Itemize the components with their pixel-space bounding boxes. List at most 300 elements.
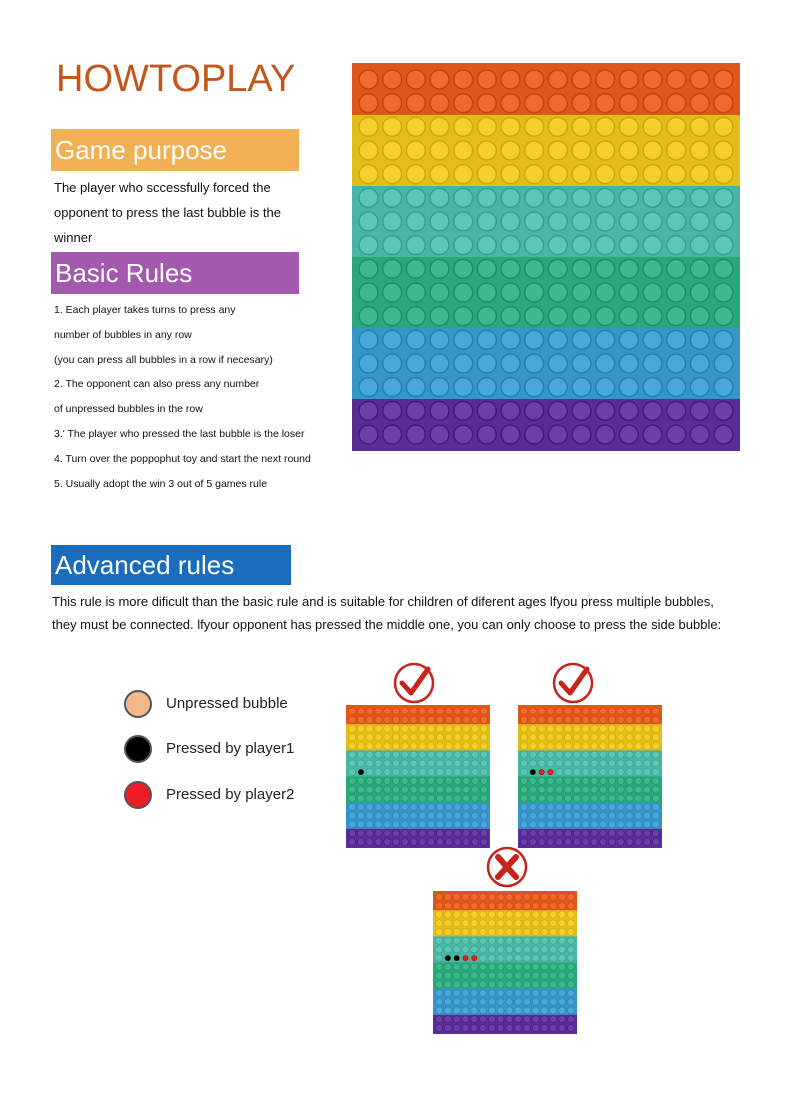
- bubble: [480, 786, 487, 793]
- bubble: [454, 838, 461, 845]
- bubble: [635, 760, 642, 767]
- bubble: [667, 259, 686, 278]
- example-board-wrong: [433, 891, 577, 1034]
- bubble: [547, 708, 554, 715]
- bubble: [591, 734, 598, 741]
- bubble: [521, 716, 528, 723]
- bubble: [406, 141, 425, 160]
- bubble: [383, 259, 402, 278]
- bubble: [359, 283, 378, 302]
- bubble: [635, 821, 642, 828]
- bubble: [619, 401, 638, 420]
- bubble: [410, 786, 417, 793]
- bubble: [573, 777, 580, 784]
- game-purpose-heading: Game purpose: [51, 129, 299, 171]
- bubble: [383, 141, 402, 160]
- bubble: [523, 902, 530, 909]
- bubble: [652, 760, 659, 767]
- bubble: [714, 425, 733, 444]
- bubble: [454, 259, 473, 278]
- bubble: [410, 734, 417, 741]
- bubble: [626, 751, 633, 758]
- bubble: [472, 795, 479, 802]
- bubble: [430, 165, 449, 184]
- bubble: [506, 1007, 513, 1014]
- bubble: [480, 804, 487, 811]
- bubble: [521, 838, 528, 845]
- bubble: [714, 354, 733, 373]
- game-purpose-line: winner: [54, 230, 93, 245]
- bubble: [525, 307, 544, 326]
- bubble: [506, 963, 513, 970]
- bubble: [626, 742, 633, 749]
- bubble: [573, 838, 580, 845]
- bubble: [600, 838, 607, 845]
- bubble: [532, 928, 539, 935]
- bubble: [480, 821, 487, 828]
- bubble: [480, 760, 487, 767]
- bubble: [619, 307, 638, 326]
- bubble: [462, 894, 469, 901]
- bubble: [572, 70, 591, 89]
- bubble: [521, 708, 528, 715]
- bubble: [384, 838, 391, 845]
- bubble: [480, 1016, 487, 1023]
- bubble: [480, 769, 487, 776]
- bubble: [644, 830, 651, 837]
- bubble: [430, 236, 449, 255]
- bubble: [541, 902, 548, 909]
- bubble: [419, 708, 426, 715]
- bubble: [428, 777, 435, 784]
- bubble: [477, 378, 496, 397]
- bubble: [591, 795, 598, 802]
- bubble: [515, 972, 522, 979]
- bubble: [556, 777, 563, 784]
- bubble: [523, 990, 530, 997]
- bubble: [515, 981, 522, 988]
- bubble: [617, 830, 624, 837]
- bubble: [349, 708, 356, 715]
- bubble: [550, 981, 557, 988]
- bubble: [366, 742, 373, 749]
- bubble: [600, 786, 607, 793]
- bubble: [550, 928, 557, 935]
- bubble: [572, 188, 591, 207]
- bubble: [384, 734, 391, 741]
- bubble: [619, 354, 638, 373]
- bubble: [608, 742, 615, 749]
- bubble: [635, 769, 642, 776]
- bubble: [393, 742, 400, 749]
- bubble: [480, 708, 487, 715]
- bubble: [349, 742, 356, 749]
- bubble: [488, 928, 495, 935]
- bubble: [366, 777, 373, 784]
- bubble: [644, 812, 651, 819]
- bubble: [462, 981, 469, 988]
- bubble: [644, 821, 651, 828]
- bubble: [357, 830, 364, 837]
- bubble: [619, 330, 638, 349]
- bubble: [525, 330, 544, 349]
- bubble: [480, 838, 487, 845]
- bubble: [375, 786, 382, 793]
- bubble: [383, 307, 402, 326]
- bubble: [401, 812, 408, 819]
- bubble: [463, 716, 470, 723]
- bubble: [600, 821, 607, 828]
- bubble: [547, 804, 554, 811]
- bubble: [567, 1024, 574, 1031]
- bubble: [567, 998, 574, 1005]
- bubble: [644, 716, 651, 723]
- bubble: [617, 795, 624, 802]
- bubble: [477, 141, 496, 160]
- bubble: [643, 283, 662, 302]
- bubble: [488, 1016, 495, 1023]
- bubble: [444, 937, 451, 944]
- page-title: HOWTOPLAY: [56, 58, 296, 100]
- bubble: [559, 1007, 566, 1014]
- bubble: [714, 70, 733, 89]
- bubble: [410, 716, 417, 723]
- bubble: [635, 830, 642, 837]
- bubble: [454, 283, 473, 302]
- bubble: [690, 425, 709, 444]
- player2-bubble-icon: [124, 781, 152, 809]
- bubble: [635, 795, 642, 802]
- bubble: [477, 94, 496, 113]
- bubble: [600, 812, 607, 819]
- bubble: [430, 259, 449, 278]
- bubble: [559, 911, 566, 918]
- bubble: [550, 902, 557, 909]
- bubble: [559, 963, 566, 970]
- bubble: [573, 769, 580, 776]
- bubble: [565, 742, 572, 749]
- bubble: [384, 769, 391, 776]
- bubble: [472, 786, 479, 793]
- bubble: [366, 760, 373, 767]
- bubble: [690, 188, 709, 207]
- bubble: [384, 795, 391, 802]
- bubble: [600, 804, 607, 811]
- bubble: [419, 742, 426, 749]
- bubble-pressed-player2: [539, 770, 544, 775]
- bubble: [480, 725, 487, 732]
- bubble: [375, 708, 382, 715]
- bubble: [357, 804, 364, 811]
- bubble: [515, 911, 522, 918]
- bubble: [463, 795, 470, 802]
- bubble: [410, 795, 417, 802]
- bubble: [538, 760, 545, 767]
- bubble: [600, 830, 607, 837]
- bubble: [596, 70, 615, 89]
- bubble: [550, 990, 557, 997]
- bubble: [406, 330, 425, 349]
- bubble: [529, 716, 536, 723]
- bubble: [444, 963, 451, 970]
- bubble: [572, 236, 591, 255]
- bubble: [572, 141, 591, 160]
- bubble: [477, 307, 496, 326]
- bubble: [591, 812, 598, 819]
- bubble: [644, 760, 651, 767]
- bubble: [619, 141, 638, 160]
- bubble: [550, 955, 557, 962]
- bubble: [608, 716, 615, 723]
- bubble: [436, 751, 443, 758]
- bubble: [366, 804, 373, 811]
- bubble: [471, 937, 478, 944]
- bubble: [471, 1007, 478, 1014]
- bubble: [453, 928, 460, 935]
- bubble: [357, 725, 364, 732]
- bubble: [436, 981, 443, 988]
- bubble: [567, 902, 574, 909]
- bubble: [515, 902, 522, 909]
- bubble: [349, 751, 356, 758]
- bubble: [462, 902, 469, 909]
- bubble: [690, 259, 709, 278]
- bubble: [541, 955, 548, 962]
- bubble: [600, 734, 607, 741]
- bubble: [596, 212, 615, 231]
- bubble: [652, 821, 659, 828]
- bubble: [556, 760, 563, 767]
- bubble: [462, 990, 469, 997]
- cross-mark-icon: [485, 845, 529, 889]
- bubble: [359, 307, 378, 326]
- bubble: [547, 777, 554, 784]
- bubble: [529, 742, 536, 749]
- bubble: [471, 998, 478, 1005]
- bubble: [436, 1007, 443, 1014]
- bubble: [582, 760, 589, 767]
- bubble: [600, 777, 607, 784]
- bubble: [463, 821, 470, 828]
- example-board-correct-2: [518, 705, 662, 848]
- bubble: [644, 838, 651, 845]
- bubble: [643, 141, 662, 160]
- bubble: [410, 838, 417, 845]
- bubble: [643, 212, 662, 231]
- bubble: [596, 307, 615, 326]
- bubble: [445, 812, 452, 819]
- bubble: [393, 821, 400, 828]
- bubble: [529, 804, 536, 811]
- bubble: [406, 307, 425, 326]
- bubble: [600, 795, 607, 802]
- bubble: [383, 212, 402, 231]
- bubble: [559, 998, 566, 1005]
- bubble: [572, 354, 591, 373]
- bubble: [477, 212, 496, 231]
- bubble: [497, 955, 504, 962]
- bubble: [406, 70, 425, 89]
- bubble: [541, 911, 548, 918]
- bubble: [477, 70, 496, 89]
- bubble: [559, 937, 566, 944]
- bubble: [538, 821, 545, 828]
- bubble: [548, 307, 567, 326]
- bubble: [463, 742, 470, 749]
- bubble: [600, 751, 607, 758]
- bubble: [626, 708, 633, 715]
- bubble: [600, 760, 607, 767]
- bubble: [454, 795, 461, 802]
- bubble: [635, 742, 642, 749]
- bubble: [582, 751, 589, 758]
- bubble: [538, 838, 545, 845]
- bubble: [384, 708, 391, 715]
- bubble: [480, 894, 487, 901]
- bubble: [445, 742, 452, 749]
- bubble: [556, 838, 563, 845]
- bubble: [497, 972, 504, 979]
- bubble: [525, 141, 544, 160]
- bubble: [401, 804, 408, 811]
- bubble: [454, 94, 473, 113]
- bubble: [608, 777, 615, 784]
- bubble: [454, 354, 473, 373]
- game-purpose-line: opponent to press the last bubble is the: [54, 205, 281, 220]
- bubble: [357, 716, 364, 723]
- bubble: [436, 946, 443, 953]
- bubble: [525, 94, 544, 113]
- bubble: [523, 928, 530, 935]
- advanced-rule-line: they must be connected. lfyour opponent has pressed the middle one, you can only choose to press the side bubble:: [52, 617, 722, 632]
- bubble: [375, 734, 382, 741]
- bubble: [714, 188, 733, 207]
- bubble: [445, 804, 452, 811]
- bubble: [521, 795, 528, 802]
- bubble: [591, 725, 598, 732]
- bubble: [532, 911, 539, 918]
- bubble: [608, 838, 615, 845]
- bubble: [472, 734, 479, 741]
- bubble-pressed-player1: [530, 770, 535, 775]
- bubble: [565, 830, 572, 837]
- bubble: [454, 830, 461, 837]
- bubble: [501, 212, 520, 231]
- bubble: [547, 760, 554, 767]
- bubble: [667, 283, 686, 302]
- bubble: [596, 259, 615, 278]
- bubble: [444, 920, 451, 927]
- bubble: [472, 751, 479, 758]
- bubble: [626, 821, 633, 828]
- advanced-rule-line: This rule is more dificult than the basic rule and is suitable for children of diferent ages lfyou press multiple bubbles,: [52, 594, 714, 609]
- bubble: [532, 1024, 539, 1031]
- bubble: [667, 378, 686, 397]
- bubble: [525, 283, 544, 302]
- bubble: [515, 1016, 522, 1023]
- legend-label: Unpressed bubble: [166, 695, 288, 712]
- bubble: [559, 946, 566, 953]
- bubble: [608, 760, 615, 767]
- bubble: [436, 902, 443, 909]
- bubble: [652, 777, 659, 784]
- bubble: [626, 804, 633, 811]
- bubble: [445, 734, 452, 741]
- bubble: [349, 821, 356, 828]
- bubble: [626, 812, 633, 819]
- bubble: [506, 955, 513, 962]
- bubble: [501, 117, 520, 136]
- bubble: [419, 716, 426, 723]
- bubble: [463, 786, 470, 793]
- bubble: [477, 236, 496, 255]
- bubble: [393, 760, 400, 767]
- bubble-pressed-player2: [548, 770, 553, 775]
- bubble: [501, 378, 520, 397]
- bubble: [497, 998, 504, 1005]
- bubble: [608, 812, 615, 819]
- bubble: [462, 920, 469, 927]
- bubble: [454, 804, 461, 811]
- bubble: [643, 117, 662, 136]
- bubble: [359, 70, 378, 89]
- bubble: [690, 354, 709, 373]
- bubble: [383, 236, 402, 255]
- bubble: [596, 283, 615, 302]
- bubble: [626, 716, 633, 723]
- bubble: [366, 786, 373, 793]
- bubble: [523, 937, 530, 944]
- bubble: [501, 307, 520, 326]
- bubble: [617, 769, 624, 776]
- bubble: [548, 401, 567, 420]
- bubble: [444, 911, 451, 918]
- bubble: [401, 777, 408, 784]
- bubble: [619, 212, 638, 231]
- bubble: [477, 188, 496, 207]
- bubble: [349, 830, 356, 837]
- bubble: [714, 165, 733, 184]
- bubble: [600, 769, 607, 776]
- bubble: [419, 830, 426, 837]
- bubble: [582, 838, 589, 845]
- bubble: [472, 769, 479, 776]
- bubble: [401, 760, 408, 767]
- bubble: [591, 760, 598, 767]
- bubble: [523, 911, 530, 918]
- bubble: [410, 812, 417, 819]
- bubble: [488, 955, 495, 962]
- bubble: [626, 769, 633, 776]
- bubble: [600, 742, 607, 749]
- bubble: [436, 998, 443, 1005]
- bubble: [401, 769, 408, 776]
- bubble: [349, 795, 356, 802]
- bubble: [635, 725, 642, 732]
- bubble: [714, 94, 733, 113]
- bubble-pressed-player1: [358, 770, 363, 775]
- bubble: [532, 946, 539, 953]
- bubble: [384, 716, 391, 723]
- bubble: [480, 920, 487, 927]
- bubble: [471, 920, 478, 927]
- bubble: [582, 804, 589, 811]
- bubble: [393, 769, 400, 776]
- bubble: [548, 236, 567, 255]
- bubble: [419, 821, 426, 828]
- bubble: [532, 990, 539, 997]
- bubble: [471, 902, 478, 909]
